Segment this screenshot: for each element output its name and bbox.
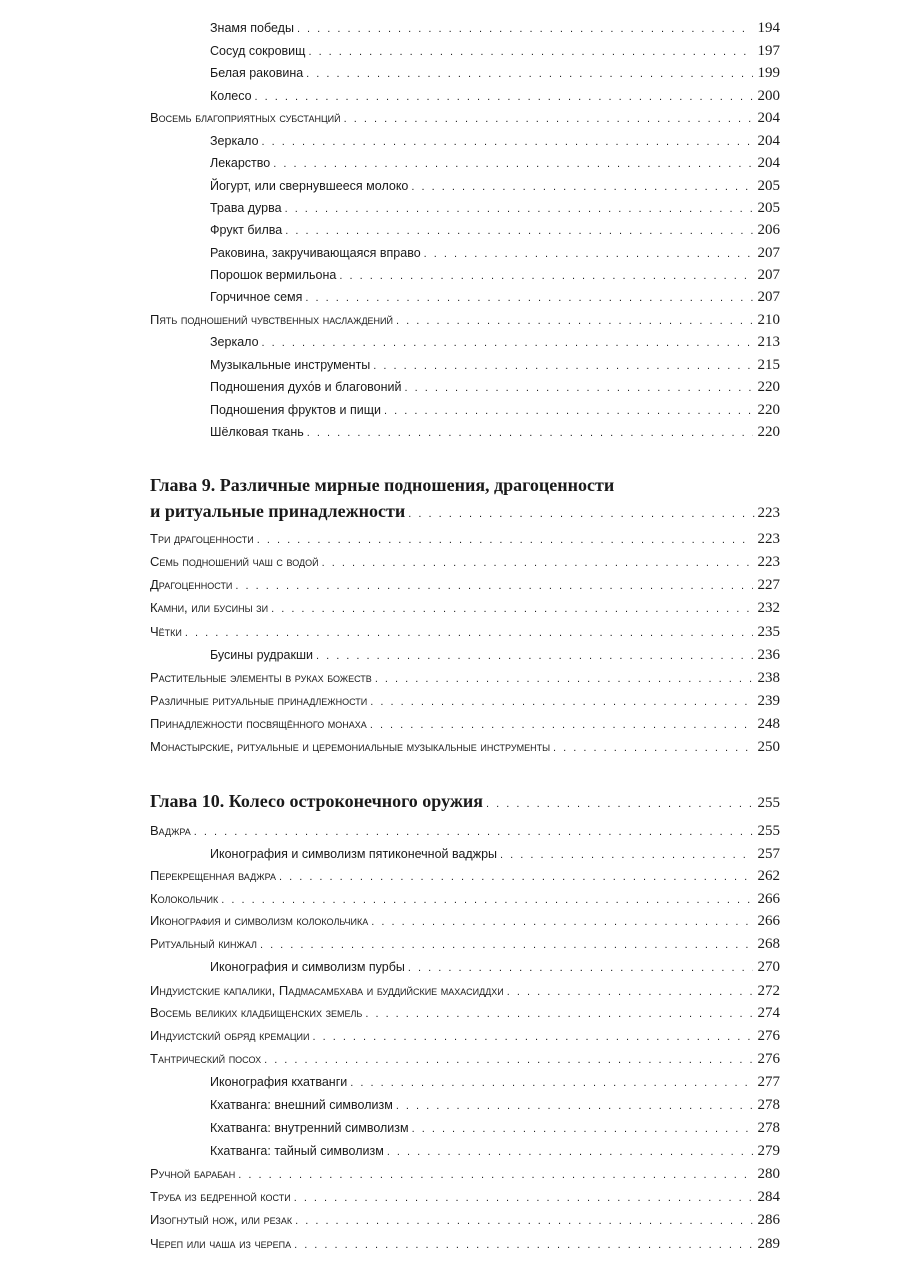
- toc-page-number: 207: [757, 267, 780, 283]
- toc-entry[interactable]: [150, 574, 780, 596]
- dot-leader: [306, 63, 753, 85]
- toc-entry-title: Зеркало: [210, 134, 259, 148]
- toc-page-number: 278: [757, 1097, 780, 1113]
- toc-page-number: 220: [757, 379, 780, 395]
- dot-leader: [371, 911, 753, 933]
- toc-entry[interactable]: [150, 1048, 780, 1070]
- dot-leader: [500, 844, 753, 866]
- toc-page-number: 279: [757, 1143, 780, 1159]
- toc-entry-title: Кхатванга: внутренний символизм: [210, 1121, 409, 1135]
- toc-entry-title: Зеркало: [210, 335, 259, 349]
- toc-page-number: 274: [757, 1005, 780, 1021]
- toc-entry-title: Иконография и символизм колокольчика: [150, 913, 369, 928]
- toc-page-number: 210: [757, 312, 780, 328]
- dot-leader: [365, 1003, 753, 1025]
- toc-page-number: 255: [757, 795, 780, 811]
- toc-entry[interactable]: [210, 331, 780, 353]
- toc-entry-title: Йогурт, или свернувшееся молоко: [210, 179, 409, 193]
- toc-page-number: 206: [757, 222, 780, 238]
- toc-entry[interactable]: [210, 644, 780, 666]
- toc-entry[interactable]: [150, 888, 780, 910]
- dot-leader: [408, 501, 754, 527]
- toc-entry-title: Ваджра: [150, 823, 191, 838]
- toc-entry-title: Череп или чаша из черепа: [150, 1236, 292, 1251]
- dot-leader: [285, 198, 753, 220]
- toc-page-number: 204: [757, 155, 780, 171]
- toc-entry[interactable]: [210, 17, 780, 39]
- toc-entry[interactable]: [150, 107, 780, 129]
- toc-entry-title: Восемь благоприятных субстанций: [150, 110, 341, 125]
- dot-leader: [279, 866, 753, 888]
- dot-leader: [238, 1164, 753, 1186]
- toc-page-number: 255: [757, 823, 780, 839]
- toc-entry-title: Музыкальные инструменты: [210, 358, 371, 372]
- dot-leader: [235, 575, 753, 597]
- toc-entry[interactable]: [210, 421, 780, 443]
- toc-entry-title: Чётки: [150, 624, 182, 639]
- dot-leader: [316, 645, 753, 667]
- toc-page-number: 205: [757, 178, 780, 194]
- toc-entry[interactable]: [210, 1117, 780, 1139]
- toc-entry[interactable]: [150, 621, 780, 643]
- dot-leader: [424, 243, 753, 265]
- toc-entry-title: Растительные элементы в руках божеств: [150, 670, 372, 685]
- chapter-9-heading[interactable]: [150, 472, 780, 527]
- toc-entry[interactable]: [210, 62, 780, 84]
- toc-entry-title: Перекрещенная ваджра: [150, 868, 276, 883]
- dot-leader: [396, 310, 753, 332]
- dot-leader: [262, 131, 753, 153]
- toc-entry-title: Белая раковина: [210, 66, 304, 80]
- dot-leader: [297, 18, 753, 40]
- toc-entry[interactable]: [210, 354, 780, 376]
- toc-entry[interactable]: [210, 175, 780, 197]
- toc-page-number: 223: [757, 554, 780, 570]
- toc-entry-title: Различные ритуальные принадлежности: [150, 693, 368, 708]
- dot-leader: [344, 108, 753, 130]
- toc-page-number: 207: [757, 245, 780, 261]
- toc-entry[interactable]: [150, 980, 780, 1002]
- toc-entry[interactable]: [210, 242, 780, 264]
- dot-leader: [264, 1049, 753, 1071]
- dot-leader: [411, 176, 753, 198]
- toc-page-number: 204: [757, 133, 780, 149]
- toc-page-number: 276: [757, 1028, 780, 1044]
- toc-entry-title: Индуистский обряд кремации: [150, 1028, 310, 1043]
- dot-leader: [370, 691, 753, 713]
- chapter-title-line: Глава 9. Различные мирные подношения, драгоценности: [150, 475, 615, 495]
- toc-page-number: 236: [757, 647, 780, 663]
- toc-page-number: 239: [757, 693, 780, 709]
- toc-entry[interactable]: [150, 551, 780, 573]
- toc-entry[interactable]: [150, 597, 780, 619]
- dot-leader: [405, 377, 754, 399]
- dot-leader: [408, 957, 753, 979]
- chapter-10-heading[interactable]: [150, 788, 780, 817]
- chapter-title-line: Глава 10. Колесо остроконечного оружия: [150, 791, 484, 811]
- toc-entry[interactable]: [210, 264, 780, 286]
- toc-entry[interactable]: [150, 910, 780, 932]
- toc-entry[interactable]: [210, 85, 780, 107]
- toc-entry-title: Подношения духо́в и благовоний: [210, 380, 402, 394]
- toc-entry[interactable]: [150, 713, 780, 735]
- toc-entry-title: Труба из бедренной кости: [150, 1189, 291, 1204]
- toc-page-number: 284: [757, 1189, 780, 1205]
- toc-entry[interactable]: [150, 690, 780, 712]
- toc-page-number: 248: [757, 716, 780, 732]
- toc-entry[interactable]: [150, 1163, 780, 1185]
- toc-entry[interactable]: [150, 820, 780, 842]
- toc-entry[interactable]: [210, 130, 780, 152]
- toc-page-number: 205: [757, 200, 780, 216]
- toc-entry-title: Кхатванга: тайный символизм: [210, 1144, 384, 1158]
- dot-leader: [271, 598, 753, 620]
- toc-entry[interactable]: [210, 1094, 780, 1116]
- dot-leader: [312, 1026, 753, 1048]
- toc-entry[interactable]: [210, 1071, 780, 1093]
- chapter-title-line: и ритуальные принадлежности: [150, 501, 406, 521]
- toc-page-number: 194: [757, 20, 780, 36]
- toc-entry-title: Трава дурва: [210, 201, 282, 215]
- toc-entry-title: Пять подношений чувственных наслаждений: [150, 312, 393, 327]
- toc-page-number: 262: [757, 868, 780, 884]
- toc-entry[interactable]: [210, 286, 780, 308]
- toc-page-number: 197: [757, 43, 780, 59]
- toc-entry-title: Бусины рудракши: [210, 648, 313, 662]
- toc-entry-title: Восемь великих кладбищенских земель: [150, 1005, 363, 1020]
- toc-entry-title: Тантрический посох: [150, 1051, 262, 1066]
- toc-entry[interactable]: [150, 309, 780, 331]
- dot-leader: [384, 400, 753, 422]
- toc-entry-title: Принадлежности посвящённого монаха: [150, 716, 367, 731]
- dot-leader: [412, 1118, 753, 1140]
- toc-page-number: 232: [757, 600, 780, 616]
- toc-page-number: 207: [757, 289, 780, 305]
- toc-entry[interactable]: [210, 399, 780, 421]
- toc-page-number: 250: [757, 739, 780, 755]
- toc-page-number: 199: [757, 65, 780, 81]
- toc-entry-title: Подношения фруктов и пищи: [210, 403, 381, 417]
- toc-entry-title: Фрукт билва: [210, 223, 283, 237]
- dot-leader: [285, 220, 753, 242]
- toc-entry[interactable]: [150, 1025, 780, 1047]
- toc-page-number: 200: [757, 88, 780, 104]
- dot-leader: [305, 287, 753, 309]
- toc-entry-title: Индуистские капалики, Падмасамбхава и буддийские махасиддхи: [150, 983, 504, 998]
- toc-entry-title: Сосуд сокровищ: [210, 44, 306, 58]
- dot-leader: [260, 934, 753, 956]
- toc-entry-title: Монастырские, ритуальные и церемониальные музыкальные инструменты: [150, 739, 551, 754]
- dot-leader: [257, 529, 753, 551]
- toc-entry[interactable]: [210, 40, 780, 62]
- toc-entry-title: Семь подношений чаш с водой: [150, 554, 319, 569]
- toc-entry-title: Знамя победы: [210, 21, 294, 35]
- dot-leader: [194, 821, 753, 843]
- toc-page-number: 220: [757, 424, 780, 440]
- toc-entry[interactable]: [210, 1140, 780, 1162]
- dot-leader: [350, 1072, 753, 1094]
- dot-leader: [373, 355, 753, 377]
- toc-entry[interactable]: [210, 219, 780, 241]
- toc-page-number: 289: [757, 1236, 780, 1252]
- toc-entry[interactable]: [150, 933, 780, 955]
- toc-page-number: 215: [757, 357, 780, 373]
- toc-entry-title: Изогнутый нож, или резак: [150, 1212, 293, 1227]
- toc-page-number: 223: [757, 505, 780, 521]
- dot-leader: [339, 265, 753, 287]
- toc-entry-title: Иконография и символизм пятиконечной ваджры: [210, 847, 498, 861]
- toc-entry[interactable]: [150, 1002, 780, 1024]
- toc-entry[interactable]: [210, 843, 780, 865]
- toc-page-number: 286: [757, 1212, 780, 1228]
- dot-leader: [507, 981, 753, 1003]
- toc-page-number: 278: [757, 1120, 780, 1136]
- toc-entry[interactable]: [150, 667, 780, 689]
- toc-entry[interactable]: [150, 528, 780, 550]
- toc-page-number: 272: [757, 983, 780, 999]
- toc-entry[interactable]: [150, 865, 780, 887]
- dot-leader: [294, 1234, 753, 1256]
- toc-page-number: 227: [757, 577, 780, 593]
- dot-leader: [486, 791, 754, 817]
- toc-entry-title: Шёлковая ткань: [210, 425, 304, 439]
- toc-page-number: 213: [757, 334, 780, 350]
- toc-page-number: 257: [757, 846, 780, 862]
- dot-leader: [294, 1187, 753, 1209]
- toc-entry[interactable]: [210, 376, 780, 398]
- toc-page-number: 277: [757, 1074, 780, 1090]
- toc-entry-title: Колесо: [210, 89, 252, 103]
- dot-leader: [553, 737, 753, 759]
- dot-leader: [307, 422, 753, 444]
- dot-leader: [308, 41, 753, 63]
- toc-entry-title: Камни, или бусины зи: [150, 600, 269, 615]
- toc-entry[interactable]: [210, 197, 780, 219]
- dot-leader: [221, 889, 753, 911]
- toc-page-number: 220: [757, 402, 780, 418]
- toc-entry[interactable]: [150, 1209, 780, 1231]
- toc-page-number: 204: [757, 110, 780, 126]
- dot-leader: [387, 1141, 753, 1163]
- toc-entry-title: Колокольчик: [150, 891, 219, 906]
- toc-entry-title: Порошок вермильона: [210, 268, 337, 282]
- toc-page-number: 280: [757, 1166, 780, 1182]
- toc-entry-title: Иконография и символизм пурбы: [210, 960, 405, 974]
- toc-entry-title: Раковина, закручивающаяся вправо: [210, 246, 421, 260]
- toc-entry-title: Лекарство: [210, 156, 271, 170]
- dot-leader: [396, 1095, 753, 1117]
- dot-leader: [295, 1210, 753, 1232]
- toc-entry-title: Ручной барабан: [150, 1166, 236, 1181]
- dot-leader: [273, 153, 753, 175]
- toc-entry-title: Ритуальный кинжал: [150, 936, 257, 951]
- toc-page-number: 268: [757, 936, 780, 952]
- toc-page-number: 235: [757, 624, 780, 640]
- toc-page-number: 266: [757, 891, 780, 907]
- dot-leader: [255, 86, 753, 108]
- toc-entry-title: Драгоценности: [150, 577, 233, 592]
- toc-page-number: 276: [757, 1051, 780, 1067]
- toc-page-number: 238: [757, 670, 780, 686]
- toc-entry[interactable]: [150, 1233, 780, 1255]
- dot-leader: [262, 332, 753, 354]
- toc-page-number: 270: [757, 959, 780, 975]
- toc-page-number: 223: [757, 531, 780, 547]
- toc-entry-title: Три драгоценности: [150, 531, 254, 546]
- dot-leader: [322, 552, 753, 574]
- toc-entry[interactable]: [210, 152, 780, 174]
- toc-entry[interactable]: [150, 1186, 780, 1208]
- dot-leader: [370, 714, 753, 736]
- dot-leader: [185, 622, 753, 644]
- toc-entry-title: Иконография кхатванги: [210, 1075, 348, 1089]
- dot-leader: [375, 668, 753, 690]
- toc-entry-title: Горчичное семя: [210, 290, 303, 304]
- toc-page-number: 266: [757, 913, 780, 929]
- toc-entry[interactable]: [150, 736, 780, 758]
- toc-entry[interactable]: [210, 956, 780, 978]
- toc-entry-title: Кхатванга: внешний символизм: [210, 1098, 393, 1112]
